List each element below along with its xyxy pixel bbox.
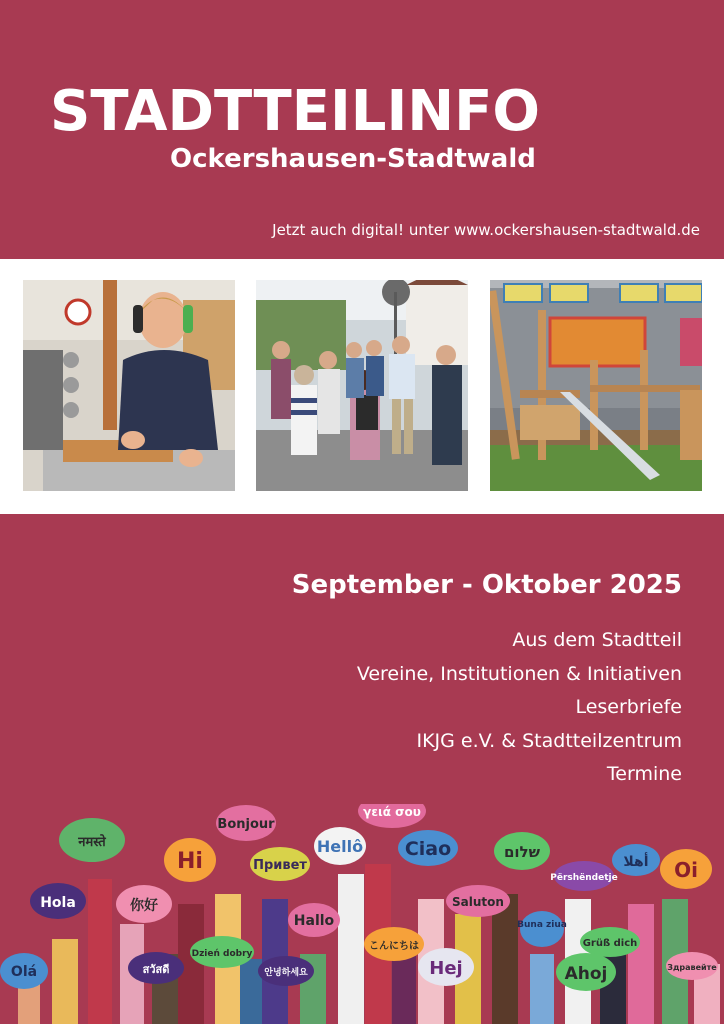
website-note: Jetzt auch digital! unter www.ockershausen-stadtwald.de (272, 221, 700, 239)
greeting-nihao: 你好 (130, 898, 158, 914)
greeting-bonjour: Bonjour (217, 817, 275, 832)
greeting-hello: Hellô (316, 837, 364, 856)
greeting-ahoj: Ahoj (564, 964, 608, 984)
greeting-namaste: नमस्ते (78, 835, 106, 850)
greeting-hallo: Hallo (293, 913, 335, 929)
greeting-ciao: Ciao (404, 838, 452, 860)
greeting-zdraveyte: Здравейте (667, 963, 717, 972)
toc-item: IKJG e.V. & Stadtteilzentrum (416, 729, 682, 752)
raised-hands-illustration (0, 804, 724, 1024)
playground-photo-image (490, 280, 702, 491)
greeting-privet: Привет (253, 858, 307, 873)
greeting-hi: Hi (177, 849, 203, 874)
district-name: Ockershausen-Stadtwald (170, 144, 536, 174)
greeting-ola: Olá (10, 964, 38, 980)
toc-item: Aus dem Stadtteil (512, 629, 682, 651)
greeting-hej: Hej (429, 958, 463, 979)
group-tour-photo (256, 280, 468, 491)
greeting-gruss-dich: Grüß dich (582, 938, 638, 949)
issue-date: September - Oktober 2025 (291, 570, 682, 600)
playground-photo (490, 280, 702, 491)
greeting-dzien-dobry: Dzień dobry (191, 949, 253, 959)
greeting-konnichiwa: こんにちは (369, 941, 419, 952)
toc-item: Termine (606, 763, 682, 785)
greeting-hola: Hola (40, 895, 76, 911)
photo-strip (0, 259, 724, 514)
greeting-pershendetje: Përshëndetje (550, 873, 618, 883)
greeting-sawasdee: สวัสดี (142, 963, 170, 976)
greeting-ahlan: أهلا (623, 854, 649, 870)
greetings-illustration (0, 804, 724, 1024)
toc-item: Vereine, Institutionen & Initiativen (356, 662, 682, 685)
greeting-yeia-sou: γειά σου (363, 805, 421, 819)
workshop-photo-image (23, 280, 235, 491)
greeting-annyeong: 안녕하세요 (264, 968, 308, 978)
greeting-oi: Oi (674, 858, 698, 882)
greeting-buna-ziua: Buna ziua (517, 920, 567, 930)
toc-item: Leserbriefe (575, 696, 682, 718)
table-of-contents (357, 624, 682, 792)
magazine-title: STADTTEILINFO (50, 79, 541, 144)
contents-band (0, 514, 724, 1024)
greeting-shalom: שלום (503, 843, 541, 861)
workshop-photo (23, 280, 235, 491)
greeting-saluton: Saluton (452, 895, 504, 909)
header-band (0, 0, 724, 259)
group-tour-photo-image (256, 280, 468, 491)
